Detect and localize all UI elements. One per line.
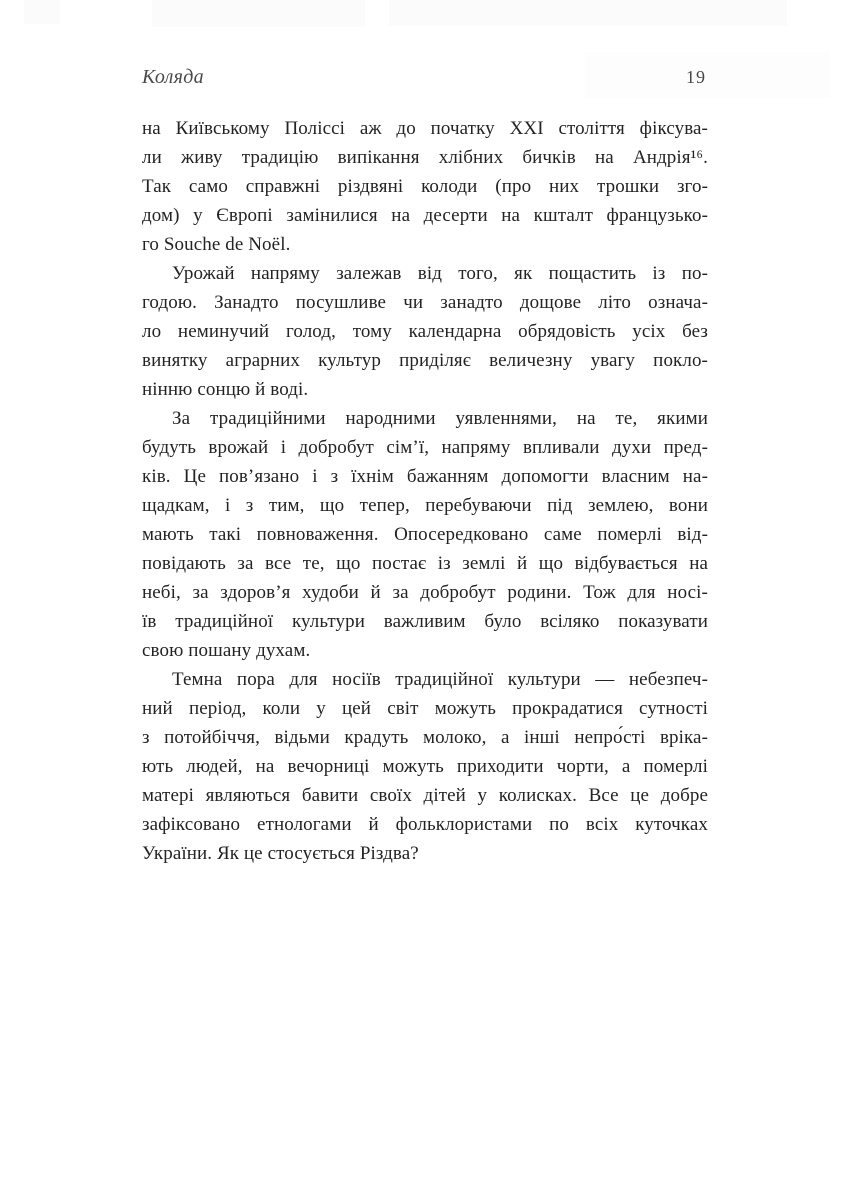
text-line: ли живу традицію випікання хлібних бичків на Андрія¹⁶.	[142, 147, 708, 168]
text-line: ють людей, на вечорниці можуть приходити чорти, а померлі	[142, 756, 708, 777]
text-line: зафіксовано етнологами й фольклористами по всіх куточках	[142, 814, 708, 835]
text-line: дом) у Європі замінилися на десерти на кшталт французько-	[142, 205, 708, 226]
text-line: щадкам, і з тим, що тепер, перебуваючи під землею, вони	[142, 495, 708, 516]
page-header	[142, 66, 708, 92]
paragraph	[142, 114, 708, 259]
scan-artifact	[389, 0, 787, 26]
text-line: ків. Це пов’язано і з їхнім бажанням допомогти власним на-	[142, 466, 708, 487]
text-line: з потойбіччя, відьми крадуть молоко, а інші непро́сті вріка-	[142, 727, 708, 748]
text-line: го Souche de Noël.	[142, 234, 291, 255]
text-line: Темна пора для носіїв традиційної культури — небезпеч-	[172, 669, 708, 690]
text-line: винятку аграрних культур приділяє величезну увагу покло-	[142, 350, 708, 371]
text-line: на Київському Поліссі аж до початку XXI століття фіксува-	[142, 118, 708, 139]
paragraph	[142, 259, 708, 404]
text-line: небі, за здоров’я худоби й за добробут родини. Тож для носі-	[142, 582, 708, 603]
text-column	[142, 114, 708, 868]
text-line: ло неминучий голод, тому календарна обрядовість усіх без	[142, 321, 708, 342]
text-line: За традиційними народними уявленнями, на те, якими	[172, 408, 708, 429]
page-number: 19	[686, 67, 706, 87]
text-line: ний період, коли у цей світ можуть прокрадатися сутності	[142, 698, 708, 719]
paragraph	[142, 404, 708, 665]
text-line: годою. Занадто посушливе чи занадто дощове літо означа-	[142, 292, 708, 313]
text-line: Урожай напряму залежав від того, як пощастить із по-	[172, 263, 708, 284]
scan-artifact	[24, 0, 60, 24]
text-line: матері являються бавити своїх дітей у колисках. Все це добре	[142, 785, 708, 806]
text-line: мають такі повноваження. Опосередковано саме померлі від-	[142, 524, 708, 545]
text-line: будуть врожай і добробут сім’ї, напряму впливали духи пред-	[142, 437, 708, 458]
scan-artifact	[152, 0, 365, 27]
text-line: Так само справжні різдвяні колоди (про них трошки зго-	[142, 176, 708, 197]
text-line: свою пошану духам.	[142, 640, 311, 661]
paragraph	[142, 665, 708, 868]
text-line: нінню сонцю й воді.	[142, 379, 309, 400]
running-title: Коляда	[142, 66, 204, 88]
text-line: повідають за все те, що постає із землі й що відбувається на	[142, 553, 708, 574]
text-line: України. Як це стосується Різдва?	[142, 843, 419, 864]
text-line: їв традиційної культури важливим було всіляко показувати	[142, 611, 708, 632]
